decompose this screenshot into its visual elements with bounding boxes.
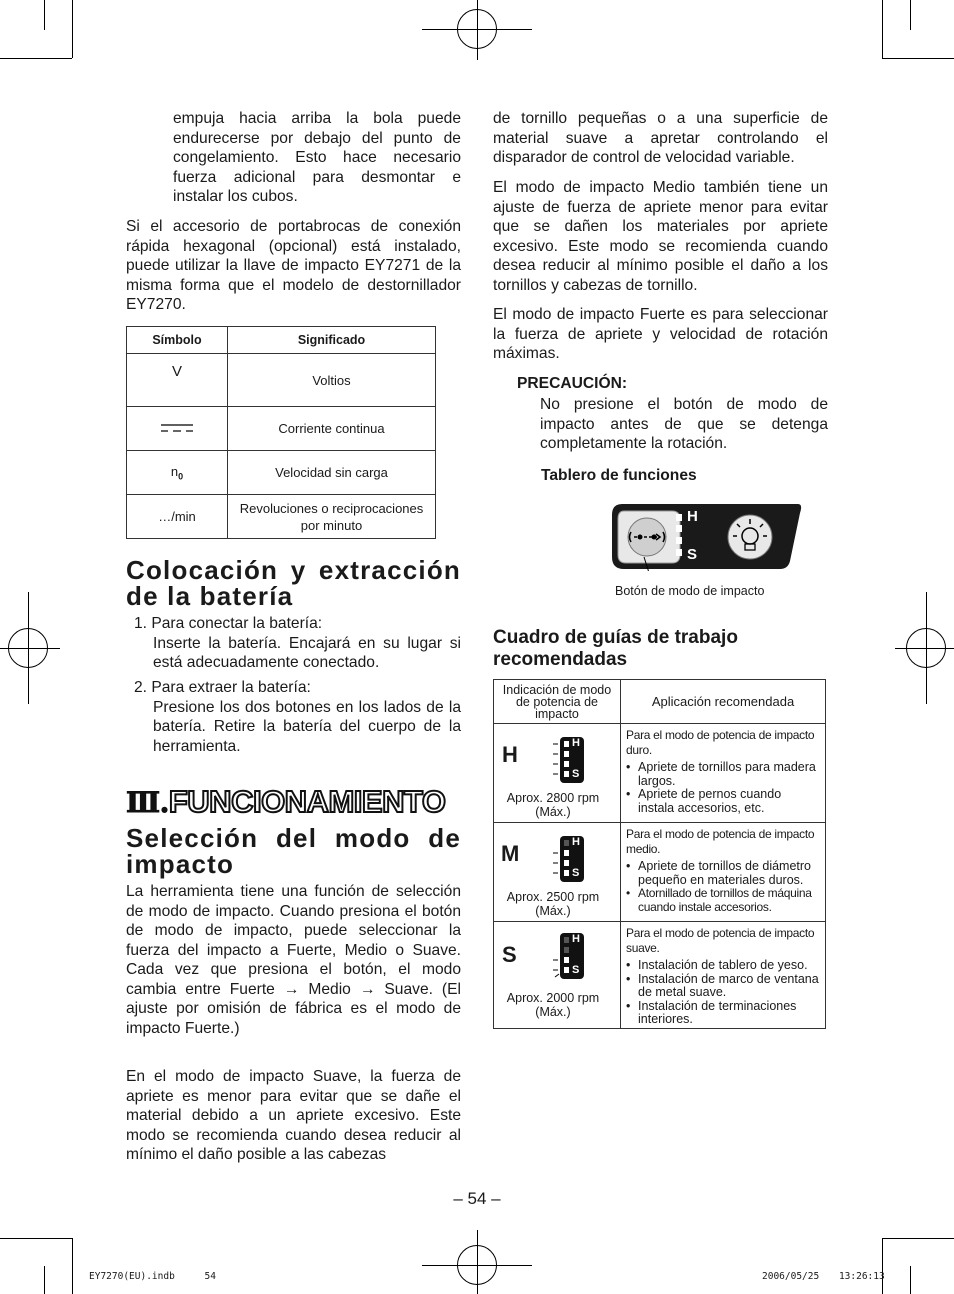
symbol-text: n: [170, 463, 179, 479]
application-intro: Para el modo de potencia de impacto duro.: [626, 728, 815, 757]
step-body: Inserte la batería. Encajará en su lugar si está adecuadamente conectado.: [153, 634, 461, 671]
crop-mark: [0, 648, 60, 649]
icon-s-label: S: [572, 768, 580, 780]
table-row: [494, 724, 826, 823]
rpm-text: Aprox. 2800 rpm (Máx.): [506, 791, 600, 819]
paragraph: El modo de impacto Medio también tiene un ajuste de fuerza de apriete menor para evitar que se dañen los materiales por apriete excesivo. Este modo se recomienda cuando desea reducir al mínimo posible el daño a los tornillos y cabezas de tornillo.: [493, 179, 828, 294]
section-numeral: Ⅲ.: [126, 786, 169, 819]
table-row: [127, 495, 436, 539]
mode-letter: S: [502, 942, 517, 967]
application-cell: [621, 922, 826, 1029]
mode-indicator-icon: [552, 835, 586, 883]
crop-mark: [910, 0, 911, 30]
paragraph: La herramienta tiene una función de selección de modo de impacto. Cuando presiona el botón de modo de impacto, puede seleccionar la fuerza del impacto a Fuerte, Medio o Suave. Cada vez que presiona el botón, el modo cambia entre Fuerte → Medio → Suave. (El ajuste por omisión de fábrica es el modo de impacto Fuerte.): [126, 883, 461, 1037]
mode-letter: M: [501, 841, 520, 866]
footer-file: [89, 1271, 216, 1282]
icon-s-label: S: [572, 964, 580, 976]
mode-indicator-cell: [494, 922, 621, 1029]
page-number: – 54 –: [453, 1189, 501, 1208]
mode-indicator-icon: [552, 736, 586, 784]
control-panel-shape: [610, 503, 802, 571]
section-heading: [126, 784, 466, 821]
section-title: FUNCIONAMIENTO: [168, 784, 446, 819]
table-header: Significado: [228, 327, 436, 354]
crop-mark: [926, 592, 927, 704]
application-intro: Para el modo de potencia de impacto suave.: [626, 926, 815, 955]
footer-sheet: 54: [204, 1271, 216, 1282]
icon-h-label: H: [572, 836, 580, 848]
mode-indicator-cell: [494, 724, 621, 823]
crop-mark: [28, 592, 29, 704]
caution-title: PRECAUCIÓN:: [517, 375, 628, 392]
list-item: • Instalación de terminaciones interiores.: [626, 1000, 819, 1027]
panel-title: Tablero de funciones: [541, 467, 697, 484]
crop-mark: [882, 0, 883, 58]
panel-caption: Botón de modo de impacto: [615, 584, 765, 598]
meaning-cell: Voltios: [228, 354, 436, 407]
step-body: Presione los dos botones en los lados de la batería. Retire la batería del cuerpo de la herramienta.: [153, 698, 461, 755]
symbol-cell: V: [127, 354, 228, 407]
paragraph: En el modo de impacto Suave, la fuerza de apriete es menor para evitar que se dañe el material debido a un apriete excesivo. Este modo se recomienda cuando desea reducir al mínimo el daño posible a las cabezas: [126, 1068, 461, 1163]
table-header: Símbolo: [127, 327, 228, 354]
paragraph: empuja hacia arriba la bola puede endurecerse por debajo del punto de congelamiento. Esto hace necesario fuerza adicional para desmontar e instalar los cubos.: [173, 110, 461, 205]
application-cell: [621, 724, 826, 823]
symbol-cell: [127, 451, 228, 495]
mode-letter: H: [502, 742, 518, 767]
list-item: • Apriete de pernos cuando instala accesorios, etc.: [626, 788, 819, 815]
guide-heading: Cuadro de guías de trabajo recomendadas: [493, 627, 738, 670]
guide-table: [493, 679, 826, 1029]
table-row: [494, 823, 826, 922]
footer-time: 13:26:13: [838, 1271, 885, 1282]
crop-mark: [882, 1238, 954, 1239]
crop-mark: [882, 1238, 883, 1294]
crop-mark: [882, 58, 954, 59]
meaning-cell: Velocidad sin carga: [228, 451, 436, 495]
meaning-cell: Revoluciones o reciprocaciones por minuto: [228, 495, 436, 539]
application-list: [626, 860, 819, 914]
list-item: • Atornillado de tornillos de máquina cuando instale accesorios.: [626, 887, 819, 914]
paragraph: Si el accesorio de portabrocas de conexión rápida hexagonal (opcional) está instalado, puede utilizar la llave de impacto EY7271 de la misma forma que el modelo de destornillador EY7270.: [126, 218, 461, 313]
crop-mark: [72, 1238, 73, 1294]
symbol-cell: …/min: [127, 495, 228, 539]
symbol-table: [126, 326, 436, 539]
footer-date: 2006/05/25: [762, 1271, 820, 1282]
crop-mark: [0, 58, 72, 59]
crop-mark: [72, 0, 73, 58]
battery-heading: Colocación y extracción de la batería: [126, 555, 461, 611]
application-list: [626, 959, 819, 1027]
paragraph: de tornillo pequeñas o a una superficie de material suave a apretar controlando el disparador de control de velocidad variable.: [493, 110, 828, 166]
mode-heading: Selección del modo de impacto: [126, 823, 461, 879]
crop-mark: [477, 0, 478, 60]
rpm-text: Aprox. 2000 rpm (Máx.): [506, 991, 600, 1019]
panel-s-label: S: [687, 546, 698, 563]
application-cell: [621, 823, 826, 922]
list-item: • Instalación de marco de ventana de metal suave.: [626, 973, 819, 1000]
mode-indicator-icon: [552, 932, 586, 982]
crop-mark: [44, 1266, 45, 1294]
table-header: Indicación de modo de potencia de impacto: [494, 680, 621, 724]
icon-h-label: H: [572, 933, 580, 945]
direct-current-icon: [160, 423, 194, 433]
application-list: [626, 761, 819, 815]
application-intro: Para el modo de potencia de impacto medio.: [626, 827, 815, 856]
table-row: [494, 922, 826, 1029]
list-item: • Apriete de tornillos de diámetro pequeño en materiales duros.: [626, 860, 819, 887]
icon-h-label: H: [572, 737, 580, 749]
list-item: • Instalación de tablero de yeso.: [626, 959, 819, 973]
battery-step: [134, 678, 461, 756]
step-title: 1. Para conectar la batería:: [134, 615, 323, 632]
paragraph: El modo de impacto Fuerte es para seleccionar la fuerza de apriete y velocidad de rotación máximas.: [493, 306, 828, 362]
step-title: 2. Para extraer la batería:: [134, 679, 311, 696]
battery-step: [134, 614, 461, 673]
icon-s-label: S: [572, 867, 580, 879]
caution-body: No presione el botón de modo de impacto antes de que se detenga completamente la rotación.: [540, 396, 828, 452]
meaning-cell: Corriente continua: [228, 407, 436, 451]
control-panel-illustration: [610, 503, 802, 571]
footer-filename: EY7270(EU).indb: [89, 1271, 175, 1282]
crop-mark: [0, 1238, 72, 1239]
crop-mark: [477, 1230, 478, 1294]
symbol-subscript: 0: [178, 471, 184, 482]
crop-mark: [44, 0, 45, 30]
list-item: • Apriete de tornillos para madera largos.: [626, 761, 819, 788]
crop-mark: [910, 1266, 911, 1294]
table-header-row: [494, 680, 826, 724]
footer-timestamp: [762, 1271, 885, 1282]
table-row: [127, 354, 436, 407]
rpm-text: Aprox. 2500 rpm (Máx.): [506, 890, 600, 918]
table-row: [127, 451, 436, 495]
table-row: [127, 407, 436, 451]
symbol-cell: [127, 407, 228, 451]
crop-mark: [895, 648, 954, 649]
panel-h-label: H: [687, 508, 698, 525]
table-header: Aplicación recomendada: [621, 680, 826, 724]
mode-indicator-cell: [494, 823, 621, 922]
